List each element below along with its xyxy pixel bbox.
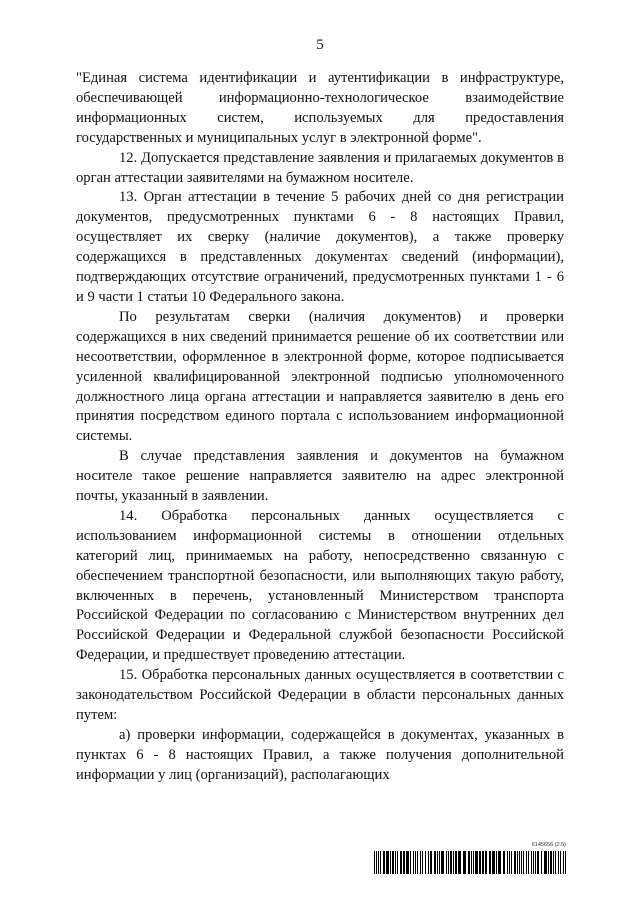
paragraph: "Единая система идентификации и аутентификации в инфраструктуре, обеспечивающей информационно-технологическое взаимодействие информационных систем, используемых для предоставления государственных и муниципальных услуг в электронной форме". xyxy=(76,70,564,146)
page-number: 5 xyxy=(316,37,324,53)
paragraph: 14. Обработка персональных данных осуществляется с использованием информационной системы в отношении отдельных категорий лиц, принимаемых на работу, непосредственно связанную с обеспечением транспортной безопасности, или выполняющих такую работу, включенных в перечень, установленный Министерством транспорта Российской Федерации по согласованию с Министерством внутренних дел Российской Федерации и Федеральной службой безопасности Российской Федерации, и предшествует проведению аттестации. xyxy=(76,507,564,664)
document-code: 6145656 (2.5) xyxy=(531,842,566,848)
paragraph: В случае представления заявления и документов на бумажном носителе такое решение направляется заявителю на адрес электронной почты, указанный в заявлении. xyxy=(76,448,564,505)
paragraph: а) проверки информации, содержащейся в документах, указанных в пунктах 6 - 8 настоящих Правил, а также получения дополнительной информации у лиц (организаций), располагающих xyxy=(76,726,564,783)
barcode-icon xyxy=(374,851,566,874)
paragraph: 12. Допускается представление заявления и прилагаемых документов в орган аттестации заявителями на бумажном носителе. xyxy=(76,149,564,186)
document-body xyxy=(76,69,564,786)
paragraph: 13. Орган аттестации в течение 5 рабочих дней со дня регистрации документов, предусмотренных пунктами 6 - 8 настоящих Правил, осуществляет их сверку (наличие документов), а также проверку содержащихся в представленных документах сведений (информации), подтверждающих отсутствие ограничений, предусмотренных пунктами 1 - 6 и 9 части 1 статьи 10 Федерального закона. xyxy=(76,189,564,305)
paragraph: По результатам сверки (наличия документов) и проверки содержащихся в них сведений принимается решение об их соответствии или несоответствии, оформленное в электронной форме, которое подписывается усиленной квалифицированной электронной подписью уполномоченного должностного лица органа аттестации и направляется заявителю в день его принятия посредством единого портала с использованием информационной системы. xyxy=(76,308,564,445)
paragraph: 15. Обработка персональных данных осуществляется в соответствии с законодательством Российской Федерации в области персональных данных путем: xyxy=(76,667,564,723)
